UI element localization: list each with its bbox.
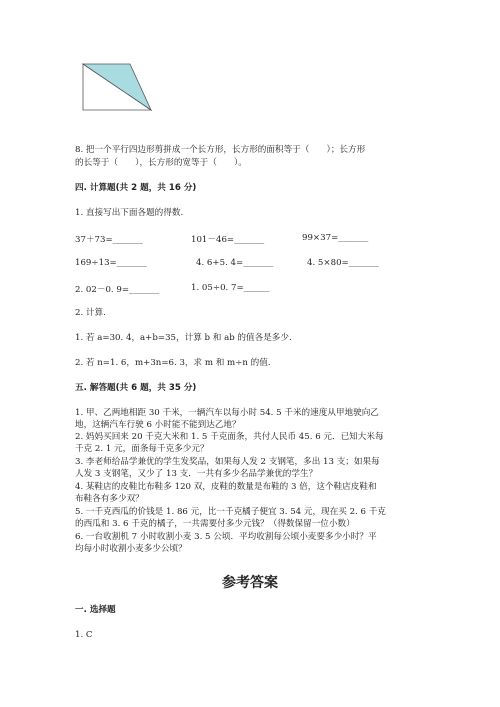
answers-title: 参考答案 [222,575,278,591]
calc-r2-c2: 4. 6+5. 4=_______ [196,258,274,268]
calc-r1-c1: 37＋73=_______ [75,235,143,245]
calc-r1-c2: 101－46=_______ [191,235,265,245]
section4-q2a: 1. 若 a=30. 4，a+b=35，计算 b 和 ab 的值各是多少. [75,333,292,343]
q8-line2: 的长等于（ ），长方形的宽等于（ ）。 [75,158,247,168]
calc-r2-c1: 169÷13=_______ [75,258,147,268]
section4-q2b: 2. 若 n=1. 6，m+3n=6. 3，求 m 和 m÷n 的值. [75,358,271,368]
section5-line: 6. 一台收割机 7 小时收割小麦 3. 5 公顷．平均收割每公顷小麦要多少小时？平 [75,532,377,542]
section5-line: 4. 某鞋店的皮鞋比布鞋多 120 双，皮鞋的数量是布鞋的 3 倍，这个鞋店皮鞋和 [75,482,377,492]
parallelogram-figure [80,62,160,114]
section4-title: 四. 计算题(共 2 题，共 16 分) [75,183,197,193]
calc-r3-c1: 2. 02－0. 9=_______ [75,285,160,295]
section5-line: 3. 李老师给品学兼优的学生发奖品，如果每人发 2 支钢笔，多出 13 支；如果每 [75,457,380,467]
answers-section1: 一. 选择题 [75,605,116,615]
section5-line: 5. 一千克西瓜的价钱是 1. 86 元，比一千克橘子便宜 3. 54 元，现在买 2. 6 千克 [75,507,386,517]
section5-line: 1. 甲、乙两地相距 30 千米，一辆汽车以每小时 54. 5 千米的速度从甲地驶向乙 [75,408,379,418]
calc-r2-c3: 4. 5×80=_______ [307,258,379,268]
section5-line: 人发 3 支钢笔，又少了 13 支．一共有多少名品学兼优的学生？ [75,469,318,479]
section5-line: 均每小时收割小麦多少公顷？ [75,544,187,554]
section5-line: 布鞋各有多少双？ [75,494,144,504]
section4-q2: 2. 计算. [75,308,106,318]
answer-1: 1. C [75,630,93,640]
section5-line: 2. 妈妈买回来 20 千克大米和 1. 5 千克面条，共付人民币 45. 6 元．已知大米每 [75,432,384,442]
calc-r3-c2: 1. 05÷0. 7=______ [191,283,270,293]
section5-line: 地，这辆汽车行驶 6 小时能不能到达乙地？ [75,420,241,430]
calc-r1-c3: 99×37=_______ [302,233,369,243]
section5-line: 千克 2. 1 元，面条每千克多少元？ [75,444,209,454]
section5-line: 的西瓜和 3. 6 千克的橘子，一共需要付多少元钱？（得数保留一位小数） [75,519,355,529]
section4-q1: 1. 直接写出下面各题的得数. [75,208,184,218]
q8-line1: 8. 把一个平行四边形剪拼成一个长方形，长方形的面积等于（ ）；长方形 [75,145,366,155]
section5-title: 五. 解答题(共 6 题，共 35 分) [75,383,197,393]
